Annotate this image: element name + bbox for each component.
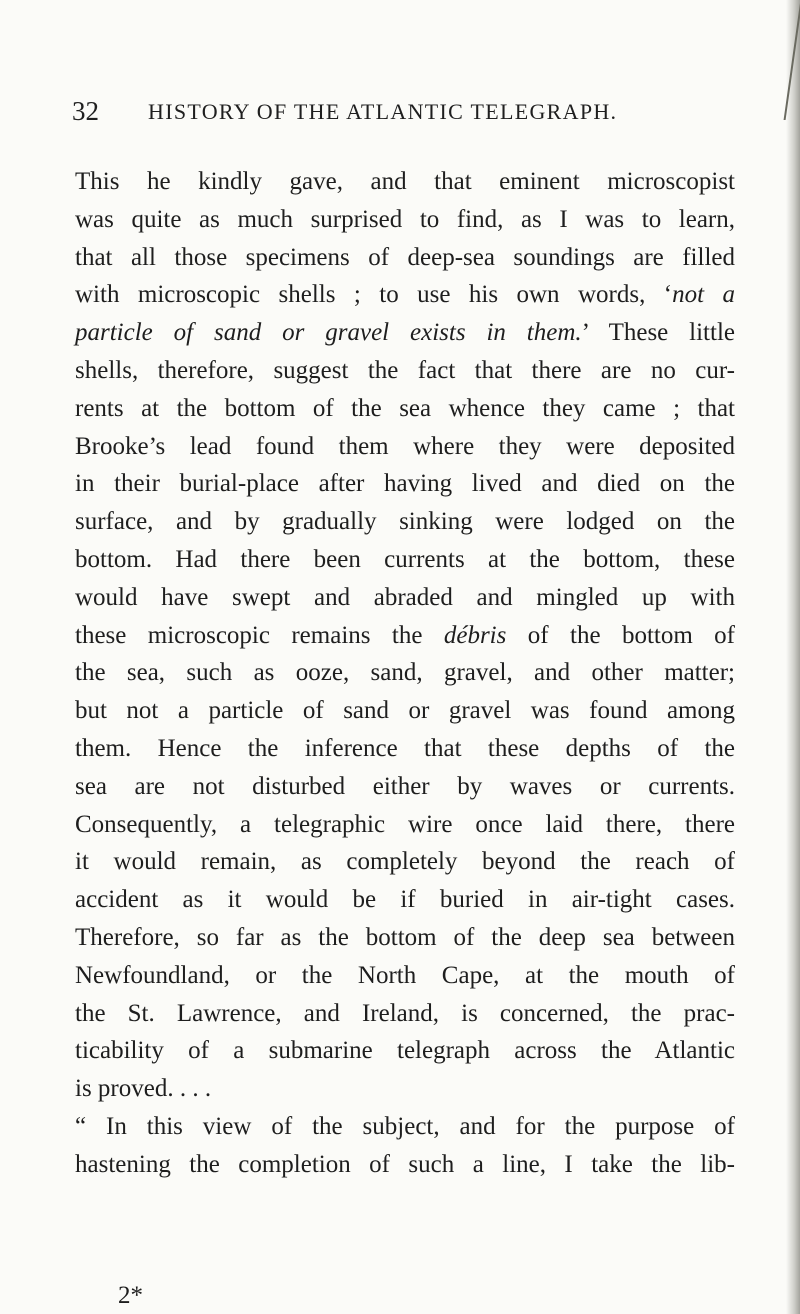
text-line xyxy=(75,503,735,541)
italic-text: débris xyxy=(443,621,507,649)
text-segment: was quite as much surprised to find, as I was to learn, xyxy=(75,205,735,233)
text-line xyxy=(75,1070,735,1108)
text-line xyxy=(75,919,735,957)
text-line xyxy=(75,352,735,390)
text-segment: the St. Lawrence, and Ireland, is concerned, the prac- xyxy=(75,999,735,1027)
text-line xyxy=(75,806,735,844)
text-line xyxy=(75,390,735,428)
text-segment: hastening the completion of such a line, I take the lib- xyxy=(75,1150,735,1178)
text-line xyxy=(75,730,735,768)
text-line xyxy=(75,957,735,995)
text-segment: Newfoundland, or the North Cape, at the mouth of xyxy=(75,961,735,989)
text-segment: Brooke’s lead found them where they were deposited xyxy=(75,432,735,460)
page-header xyxy=(72,96,732,132)
text-line xyxy=(75,1108,735,1146)
text-segment: these microscopic remains the xyxy=(75,621,444,649)
text-segment: Therefore, so far as the bottom of the deep sea between xyxy=(75,923,735,951)
text-line xyxy=(75,239,735,277)
running-head: HISTORY OF THE ATLANTIC TELEGRAPH. xyxy=(148,99,618,124)
text-segment: rents at the bottom of the sea whence they came ; that xyxy=(75,394,735,422)
text-line xyxy=(75,617,735,655)
text-line xyxy=(75,692,735,730)
text-line xyxy=(75,163,735,201)
text-segment: This he kindly gave, and that eminent microscopist xyxy=(75,168,735,195)
text-line xyxy=(75,1032,735,1070)
text-line xyxy=(75,1146,735,1184)
page-edge-shadow xyxy=(786,0,800,1314)
text-segment: that all those specimens of deep-sea soundings are filled xyxy=(75,243,735,271)
text-segment: them. Hence the inference that these depths of the xyxy=(75,734,735,762)
body-text xyxy=(75,163,735,1184)
text-line xyxy=(75,428,735,466)
text-segment: but not a particle of sand or gravel was found among xyxy=(75,697,735,725)
text-segment: Consequently, a telegraphic wire once laid there, there xyxy=(75,810,735,838)
text-segment: sea are not disturbed either by waves or currents. xyxy=(75,772,735,800)
text-line xyxy=(75,314,735,352)
text-line xyxy=(75,881,735,919)
text-segment: “ In this view of the subject, and for the purpose of xyxy=(75,1112,735,1140)
text-line xyxy=(75,654,735,692)
text-segment: ticability of a submarine telegraph across the Atlantic xyxy=(75,1037,735,1065)
text-segment: the sea, such as ooze, sand, gravel, and other matter; xyxy=(75,659,735,687)
text-line xyxy=(75,768,735,806)
text-segment: would have swept and abraded and mingled up with xyxy=(75,583,735,611)
text-segment: shells, therefore, suggest the fact that there are no cur- xyxy=(75,356,735,384)
text-segment: it would remain, as completely beyond the reach of xyxy=(75,848,735,876)
text-line xyxy=(75,465,735,503)
text-segment: of the bottom of xyxy=(506,621,736,649)
text-line xyxy=(75,995,735,1033)
text-line xyxy=(75,541,735,579)
italic-text: not a xyxy=(672,281,736,309)
page-number: 32 xyxy=(72,96,99,126)
text-segment: bottom. Had there been currents at the bottom, these xyxy=(75,545,735,573)
text-line xyxy=(75,201,735,239)
italic-text: particle of sand or gravel exists in them. xyxy=(75,319,582,347)
text-segment: in their burial-place after having lived and died on the xyxy=(75,470,735,498)
text-segment: accident as it would be if buried in air-tight cases. xyxy=(75,886,735,914)
text-line xyxy=(75,843,735,881)
text-line xyxy=(75,276,735,314)
text-segment: ’ These little xyxy=(581,319,735,347)
signature-mark: 2* xyxy=(118,1282,143,1309)
text-line xyxy=(75,579,735,617)
text-segment: is proved. . . . xyxy=(75,1075,212,1103)
text-segment: surface, and by gradually sinking were lodged on the xyxy=(75,508,735,536)
text-segment: with microscopic shells ; to use his own words, ‘ xyxy=(75,281,673,309)
